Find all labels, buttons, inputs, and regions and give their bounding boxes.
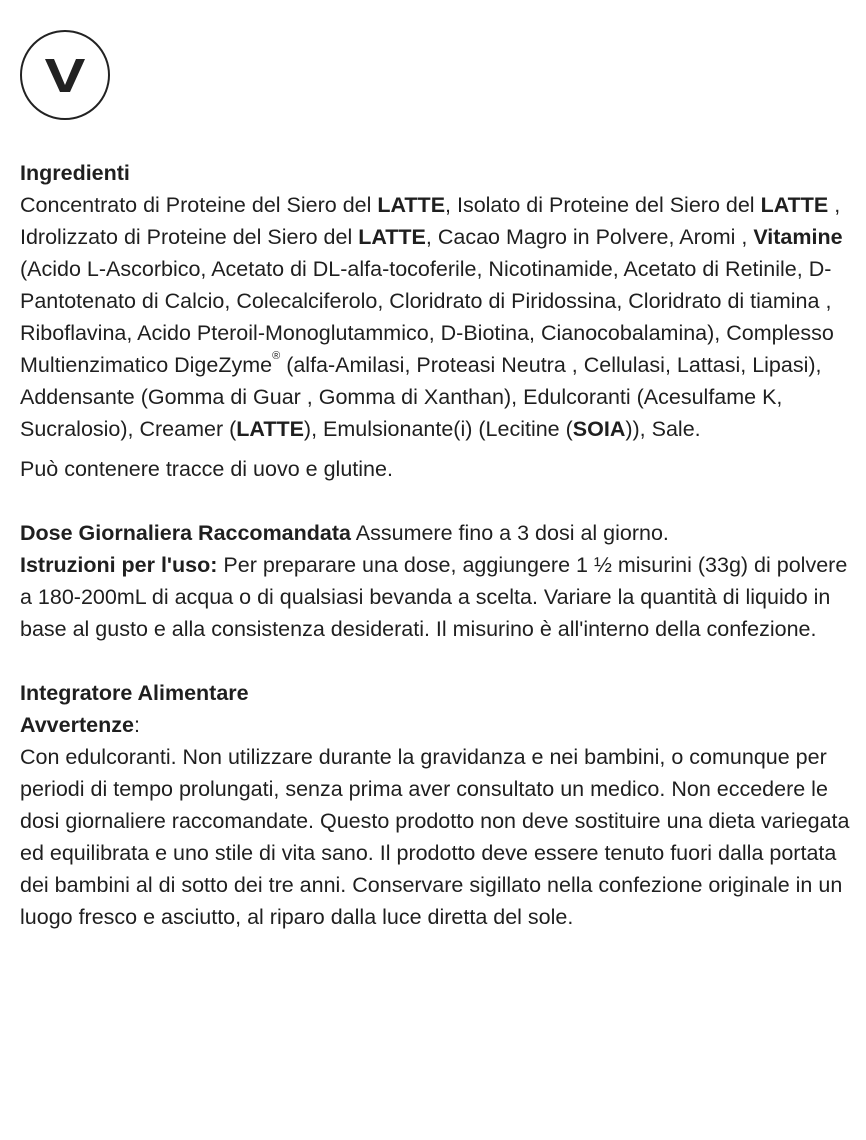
instructions-label: Istruzioni per l'uso: [20,553,218,577]
ingredients-heading: Ingredienti [20,161,130,185]
ingredient-highlight: Vitamine [753,225,843,249]
warnings-colon: : [133,713,140,737]
ingredient-text-segment: ), Emulsionante(i) (Lecitine ( [303,417,573,441]
product-info-page [20,30,850,933]
registered-mark: ® [272,350,281,362]
vegetarian-badge [20,30,110,120]
ingredient-highlight: LATTE [358,225,426,249]
ingredient-text-segment: , Idrolizzato di Proteine del Siero del [20,193,841,249]
warnings-label: Avvertenze [20,713,134,737]
ingredient-highlight: LATTE [760,193,829,217]
ingredient-text-segment: Concentrato di Proteine del Siero del [20,193,378,217]
daily-dose-text: Assumere fino a 3 dosi al giorno. [350,521,669,545]
warnings-text: Con edulcoranti. Non utilizzare durante la gravidanza e nei bambini, o comunque per periodi di tempo prolungati, senza prima aver consultato un medico. Non eccedere le dosi giornaliere raccomandate. Questo prodotto non deve sostituire una dieta variegata ed equilibrata e uno stile di vita sano. Il prodotto deve essere tenuto fuori dalla portata dei bambini al di sotto dei tre anni. Conservare sigillato nella confezione originale in un luogo fresco e asciutto, al riparo dalla luce diretta del sole. [20,745,850,929]
ingredients-text [20,189,850,445]
warnings-heading-line [20,709,850,741]
ingredient-text-segment: (Acido L-Ascorbico, Acetato di DL-alfa-tocoferile, Nicotinamide, Acetato di Retinile, D-Pantotenato di Calcio, Colecalciferolo, Cloridrato di Piridossina, Cloridrato di tiamina , Riboflavina, Acido Pteroil-Monoglutammico, D-Biotina, Cianocobalamina), Complesso Multienzimatico DigeZyme [20,257,834,377]
supplement-heading: Integratore Alimentare [20,681,249,705]
ingredient-highlight: LATTE [236,417,304,441]
supplement-section [20,677,850,933]
vegetarian-v-icon [43,55,87,95]
ingredient-text-segment: , Cacao Magro in Polvere, Aromi , [425,225,754,249]
ingredient-highlight: SOIA [572,417,626,441]
ingredient-text-segment: , Isolato di Proteine del Siero del [445,193,761,217]
allergen-notice: Può contenere tracce di uovo e glutine. [20,457,393,481]
daily-dose-paragraph [20,517,850,549]
ingredient-text-segment: )), Sale. [625,417,701,441]
daily-dose-label: Dose Giornaliera Raccomandata [20,521,351,545]
instructions-paragraph [20,549,850,645]
usage-section [20,517,850,645]
ingredient-highlight: LATTE [377,193,446,217]
instructions-text: Per preparare una dose, aggiungere 1 ½ misurini (33g) di polvere a 180-200mL di acqua o di qualsiasi bevanda a scelta. Variare la quantità di liquido in base al gusto e alla consistenza desiderati. Il misurino è all'interno della confezione. [20,553,848,641]
ingredient-text-segment: (alfa-Amilasi, Proteasi Neutra , Cellulasi, Lattasi, Lipasi), Addensante (Gomma di Guar , Gomma di Xanthan), Edulcoranti (Acesulfame K, Sucralosio), Creamer ( [20,353,822,441]
ingredients-section [20,157,850,485]
